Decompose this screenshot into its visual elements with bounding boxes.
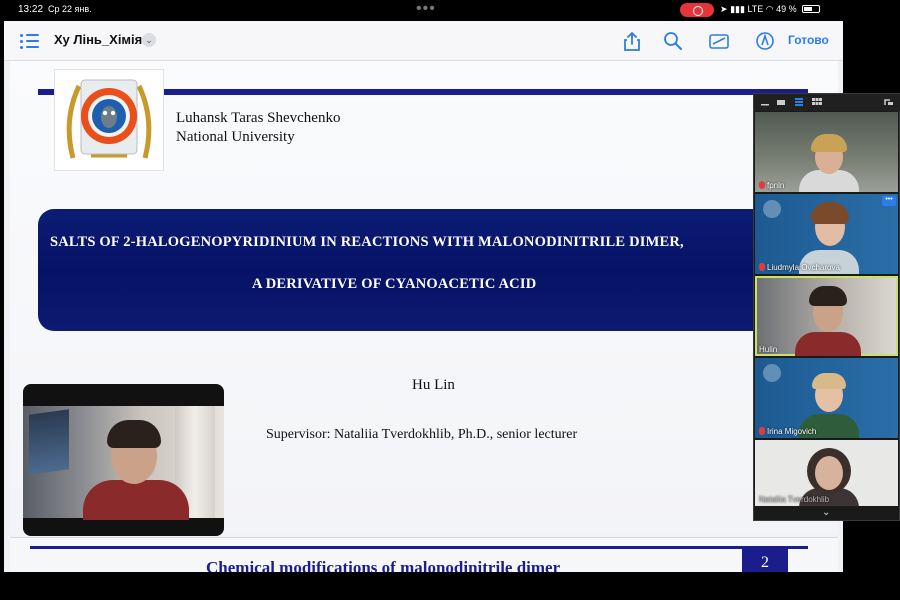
participant-name: Hulin bbox=[759, 345, 778, 354]
battery-icon bbox=[802, 5, 820, 13]
status-date: Ср 22 янв. bbox=[48, 4, 92, 14]
university-name: Luhansk Taras Shevchenko National University bbox=[176, 110, 341, 145]
location-icon: ➤ bbox=[720, 4, 728, 14]
speaker-view-icon[interactable] bbox=[776, 98, 786, 106]
grid-view-icon[interactable] bbox=[812, 98, 822, 106]
share-icon[interactable] bbox=[621, 30, 643, 52]
status-indicators bbox=[720, 4, 820, 15]
participant-name: Liudmyla Ovcharova bbox=[759, 263, 840, 272]
participant-name: Irina Migovich bbox=[759, 427, 816, 436]
self-video-tile[interactable] bbox=[23, 384, 224, 536]
markup-icon[interactable] bbox=[708, 30, 730, 52]
panel-view-switcher bbox=[754, 94, 900, 111]
status-bar bbox=[0, 0, 900, 21]
status-time: 13:22 bbox=[18, 4, 44, 15]
strip-view-icon[interactable] bbox=[794, 98, 804, 106]
search-icon[interactable] bbox=[662, 30, 684, 52]
participant-tile[interactable] bbox=[755, 194, 898, 274]
title-line-2: A DERIVATIVE OF CYANOACETIC ACID bbox=[252, 276, 537, 292]
chevron-down-icon[interactable]: ⌄ bbox=[142, 33, 156, 47]
mic-muted-icon bbox=[759, 263, 765, 271]
done-button[interactable]: Готово bbox=[788, 33, 829, 47]
title-banner bbox=[38, 209, 838, 331]
document-title[interactable]: Ху Лінь_Хімія bbox=[54, 32, 143, 47]
multitasking-dots-icon[interactable]: ••• bbox=[416, 0, 436, 17]
minimize-icon[interactable] bbox=[760, 98, 770, 106]
author-name: Hu Lin bbox=[412, 377, 455, 393]
university-watermark-icon bbox=[763, 364, 781, 382]
supervisor-line: Supervisor: Nataliia Tverdokhlib, Ph.D., senior lecturer bbox=[266, 427, 578, 442]
participants-panel bbox=[753, 93, 900, 521]
participant-tile[interactable] bbox=[755, 358, 898, 438]
battery-percent: 49 % bbox=[776, 4, 797, 14]
signal-icon: ▮▮▮ bbox=[730, 4, 745, 14]
mic-muted-icon bbox=[759, 427, 765, 435]
university-logo bbox=[54, 69, 164, 171]
participant-tile-active[interactable] bbox=[755, 276, 898, 356]
participant-name: Nataliia Tverdokhlib bbox=[759, 495, 830, 504]
mic-muted-icon bbox=[759, 181, 765, 189]
participant-tile[interactable] bbox=[755, 112, 898, 192]
exit-fullscreen-icon[interactable] bbox=[884, 98, 894, 106]
slide-page-2-preview bbox=[10, 537, 838, 572]
participant-name: fpnln bbox=[759, 181, 784, 190]
title-line-1: SALTS OF 2-HALOGENOPYRIDINIUM IN REACTIONS WITH MALONODINITRILE DIMER, bbox=[50, 234, 684, 250]
viewer-toolbar bbox=[4, 21, 843, 61]
screen-recording-icon[interactable] bbox=[680, 3, 714, 17]
list-icon[interactable] bbox=[20, 33, 40, 49]
university-watermark-icon bbox=[763, 200, 781, 218]
wifi-icon: ◠ bbox=[765, 4, 774, 14]
page-number-badge: 2 bbox=[742, 548, 788, 572]
network-label: LTE bbox=[747, 4, 764, 14]
more-options-icon[interactable]: ••• bbox=[882, 196, 896, 206]
participant-tile[interactable] bbox=[755, 440, 898, 506]
chevron-down-icon[interactable]: ⌄ bbox=[822, 507, 831, 518]
next-slide-title: Chemical modifications of malonodinitrile dimer bbox=[206, 558, 561, 572]
slide-header-line bbox=[30, 546, 808, 549]
annotate-icon[interactable] bbox=[754, 30, 776, 52]
